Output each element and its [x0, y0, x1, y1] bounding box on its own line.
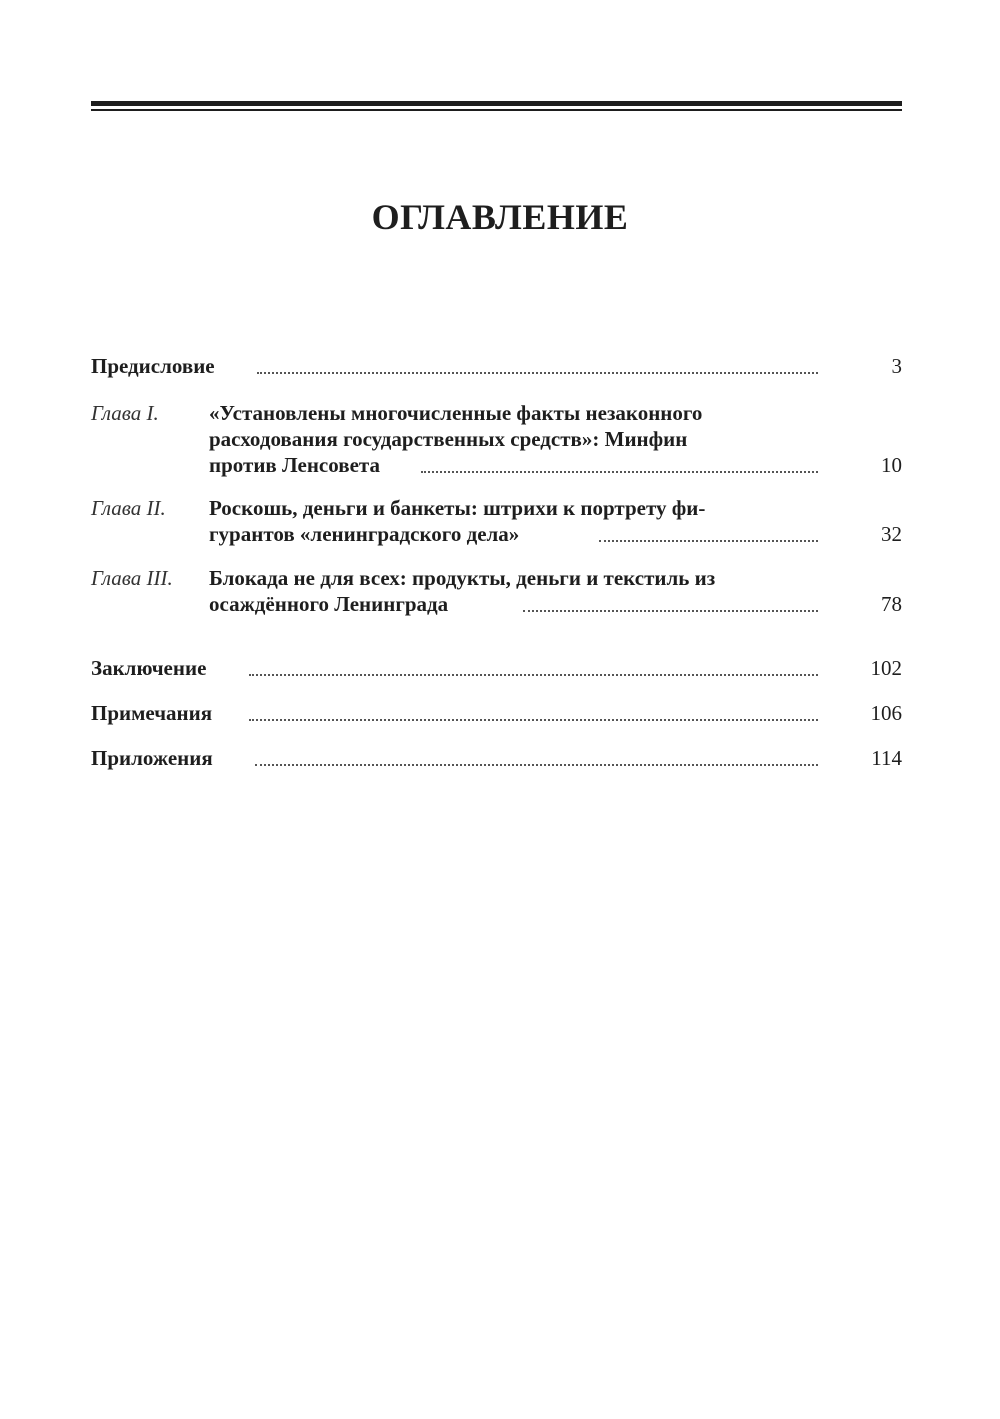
- chapter-title-line: гурантов «ленинградского дела»: [209, 522, 520, 546]
- dot-leader: [249, 674, 818, 676]
- dot-leader: [255, 764, 818, 766]
- dot-leader: [421, 471, 818, 473]
- toc-page-number: 114: [871, 746, 902, 770]
- toc-entry-label: Примечания: [91, 701, 213, 725]
- chapter-title-line: против Ленсовета: [209, 453, 380, 477]
- toc-page-number: 32: [881, 522, 902, 546]
- toc-page-number: 78: [881, 592, 902, 616]
- chapter-title-line: расходования государственных средств»: Минфин: [209, 427, 688, 451]
- toc-page-number: 102: [870, 656, 902, 680]
- toc-page-number: 10: [881, 453, 902, 477]
- dot-leader: [249, 719, 818, 721]
- page-title: ОГЛАВЛЕНИЕ: [371, 197, 629, 237]
- header-rule-thick: [91, 101, 902, 106]
- chapter-title-line: Блокада не для всех: продукты, деньги и текстиль из: [209, 566, 716, 590]
- header-rule-thin: [91, 109, 902, 111]
- toc-entry-label: Приложения: [91, 746, 213, 770]
- toc-entry-label: Предисловие: [91, 354, 215, 378]
- chapter-label: Глава III.: [91, 566, 173, 590]
- dot-leader: [523, 610, 818, 612]
- chapter-label: Глава II.: [91, 496, 166, 520]
- chapter-label: Глава I.: [91, 401, 159, 425]
- chapter-title-line: осаждённого Ленинграда: [209, 592, 449, 616]
- dot-leader: [599, 540, 818, 542]
- dot-leader: [257, 372, 818, 374]
- chapter-title-line: Роскошь, деньги и банкеты: штрихи к портрету фи-: [209, 496, 706, 520]
- toc-entry-label: Заключение: [91, 656, 207, 680]
- chapter-title-line: «Установлены многочисленные факты незаконного: [209, 401, 703, 425]
- toc-page-number: 106: [870, 701, 902, 725]
- toc-page-number: 3: [891, 354, 902, 378]
